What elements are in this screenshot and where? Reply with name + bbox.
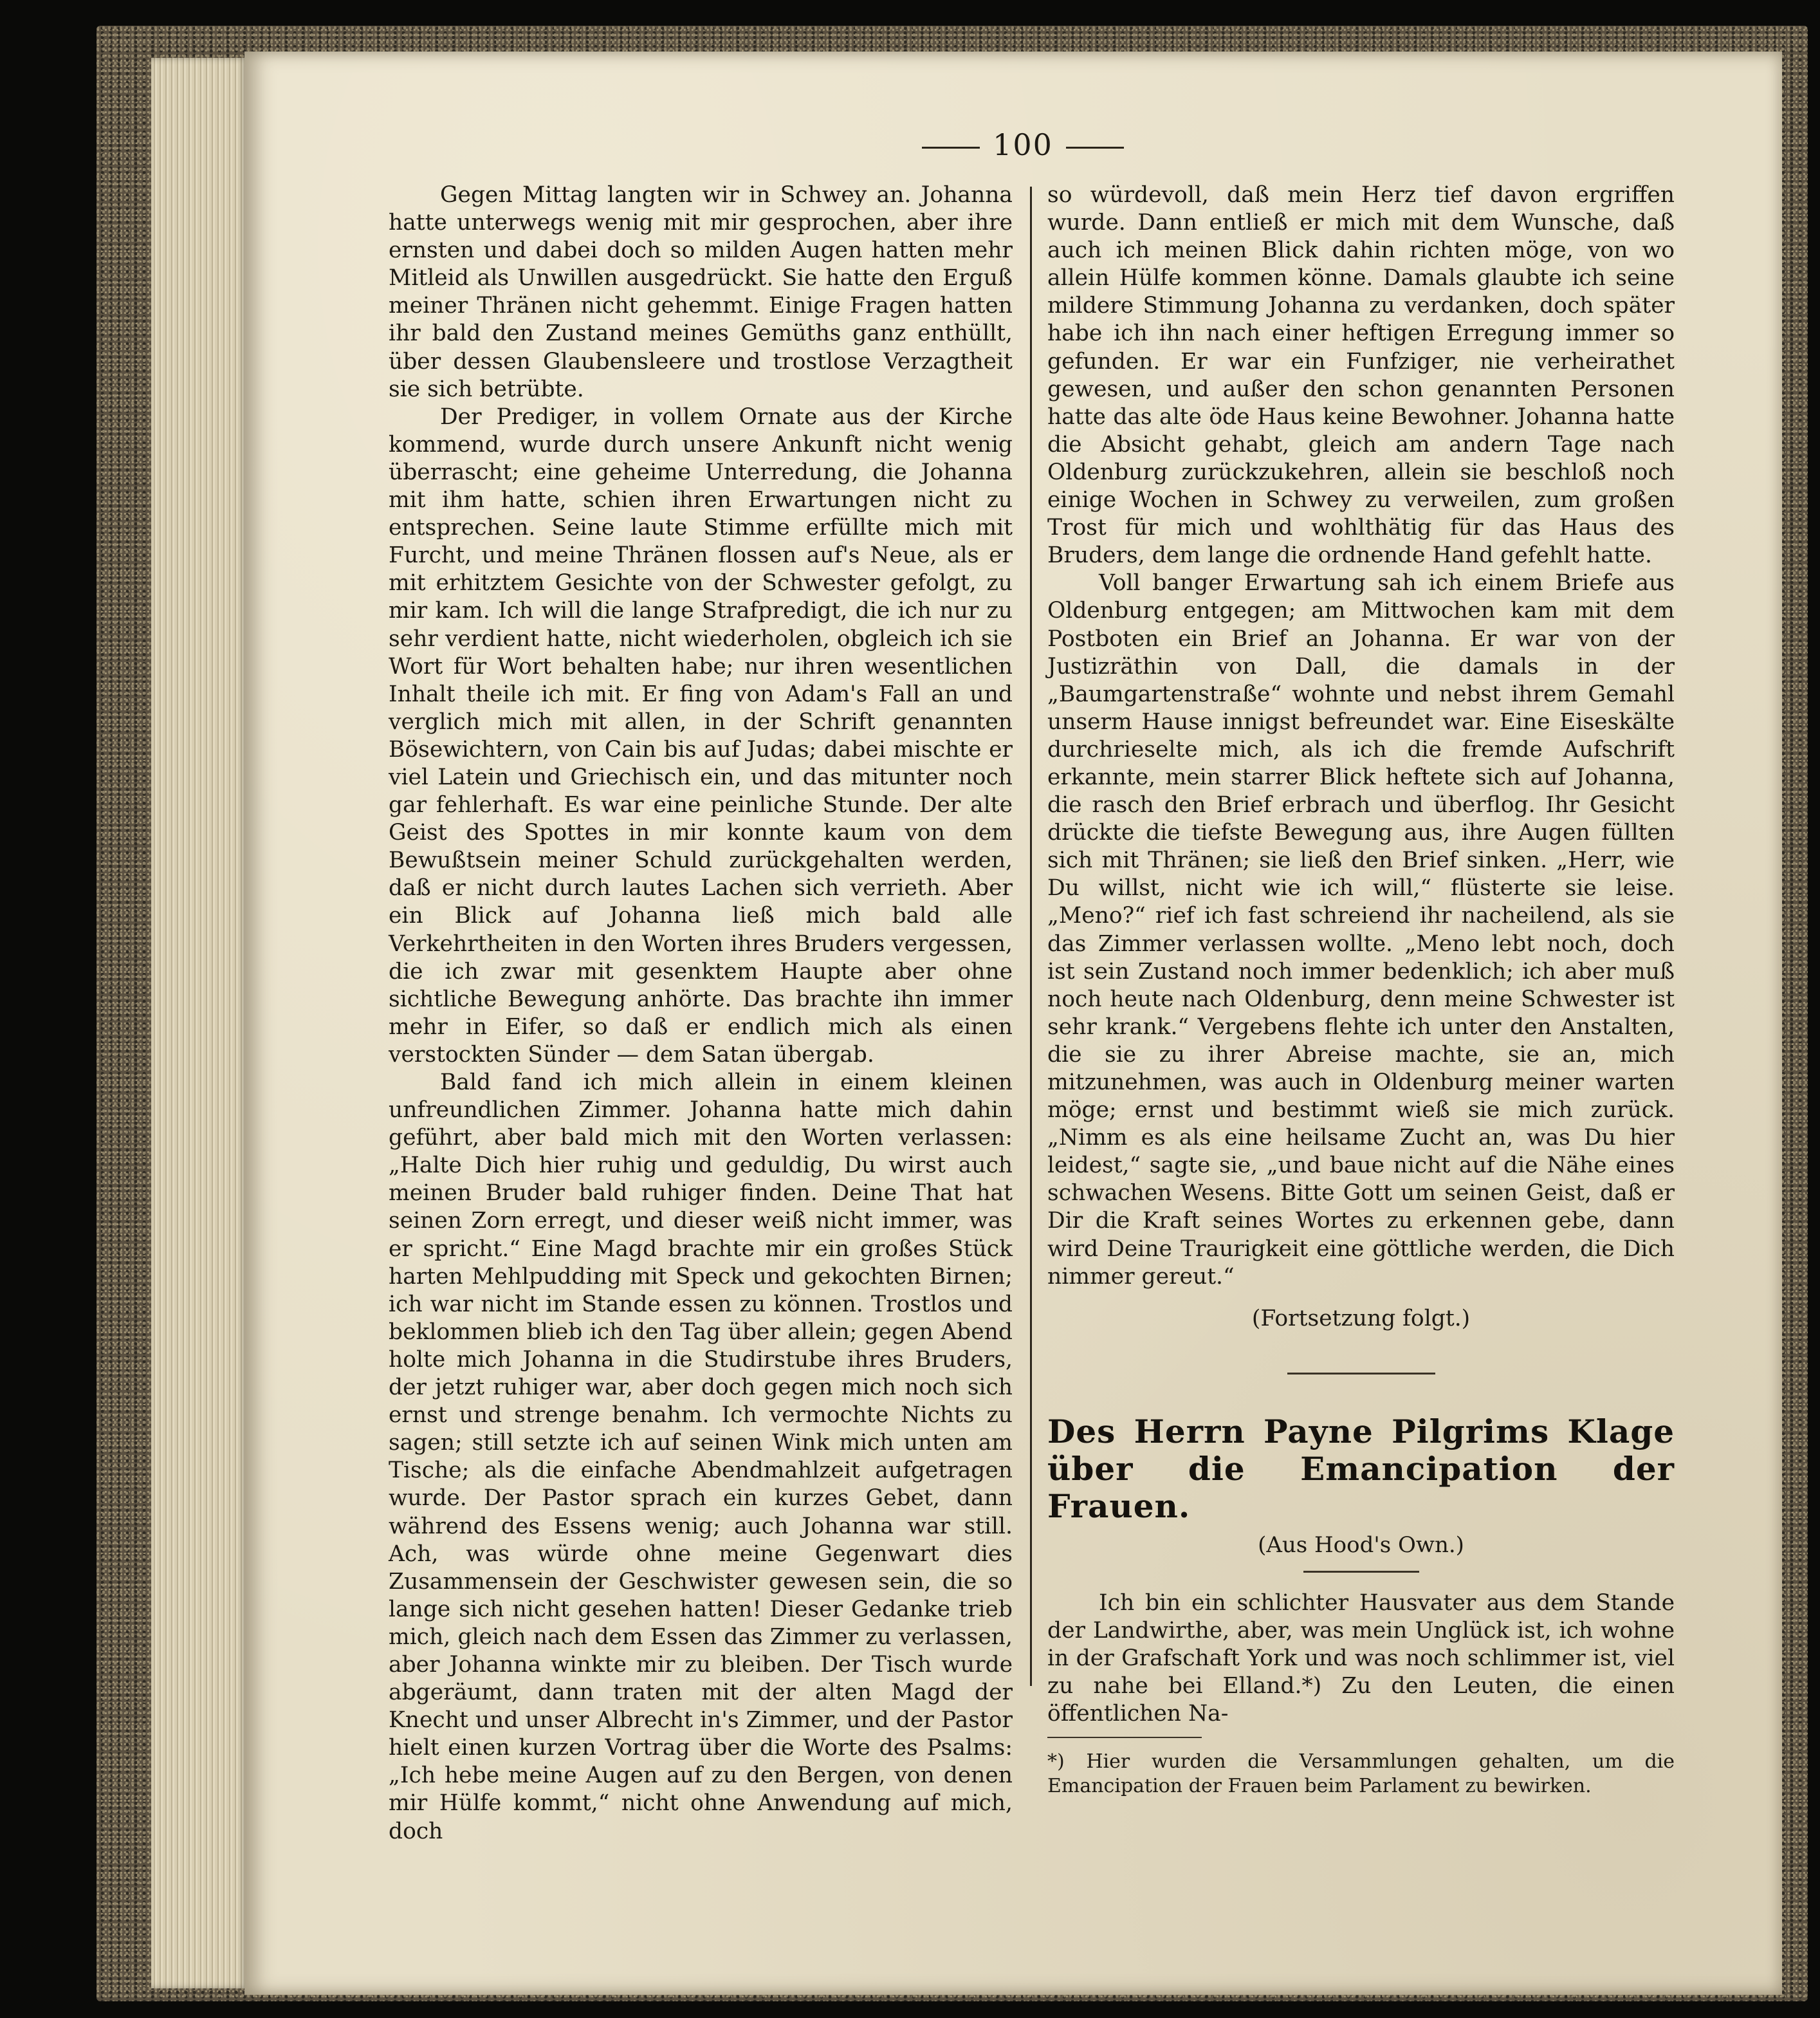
right-paragraph-1: so würdevoll, daß mein Herz tief davon ergriffen wurde. Dann entließ er mich mit dem Wunsche, daß auch ich meinen Blick dahin richten möge, von wo allein Hülfe kommen könne. Damals glaubte ich seine mildere Stimmung Johanna zu verdanken, doch später habe ich ihn nach einer heftigen Erregung immer so gefunden. Er war ein Funfziger, nie verheirathet gewesen, und außer den schon genannten Personen hatte das alte öde Haus keine Bewohner. Johanna hatte die Absicht gehabt, gleich am andern Tage nach Oldenburg zurückzukehren, allein sie beschloß noch einige Wochen in Schwey zu verweilen, zum großen Trost für mich und wohlthätig für das Haus des Bruders, dem lange die ordnende Hand gefehlt hatte.: [1047, 182, 1675, 569]
footnote: *) Hier wurden die Versammlungen gehalten, um die Emancipation der Frauen beim Parlament zu bewirken.: [1047, 1750, 1675, 1798]
left-paragraph-2: Der Prediger, in vollem Ornate aus der Kirche kommend, wurde durch unsere Ankunft nicht wenig überrascht; eine geheime Unterredung, die Johanna mit ihm hatte, schien ihren Erwartungen nicht zu entsprechen. Seine laute Stimme erfüllte mich mit Furcht, und meine Thränen flossen auf's Neue, als er mit erhitztem Gesichte von der Schwester gefolgt, zu mir kam. Ich will die lange Strafpredigt, die ich nur zu sehr verdient hatte, nicht wiederholen, obgleich ich sie Wort für Wort behalten habe; nur ihren wesentlichen Inhalt theile ich mit. Er fing von Adam's Fall an und verglich mich mit allen, in der Schrift genannten Bösewichtern, von Cain bis auf Judas; dabei mischte er viel Latein und Griechisch ein, und das mitunter noch gar fehlerhaft. Es war eine peinliche Stunde. Der alte Geist des Spottes in mir konnte kaum von dem Bewußtsein meiner Schuld zurückgehalten werden, daß er nicht durch lautes Lachen sich verrieth. Aber ein Blick auf Johanna ließ mich bald alle Verkehrtheiten in den Worten ihres Bruders vergessen, die ich zwar mit gesenktem Haupte aber ohne sichtliche Bewegung anhörte. Das brachte ihn immer mehr in Eifer, so daß er endlich mich als einen verstockten Sünder — dem Satan übergab.: [389, 403, 1013, 1068]
article-source: (Aus Hood's Own.): [1258, 1532, 1464, 1558]
left-column: [389, 181, 1013, 1846]
header-dash-left: [922, 147, 980, 149]
page-edges: [151, 58, 248, 1988]
left-paragraph-1: Gegen Mittag langten wir in Schwey an. Johanna hatte unterwegs wenig mit mir gesprochen, aber ihre ernsten und dabei doch so milden Augen hatten mehr Mitleid als Unwillen ausgedrückt. Sie hatte den Erguß meiner Thränen nicht gehemmt. Einige Fragen hatten ihr bald den Zustand meines Gemüths ganz enthüllt, über dessen Glaubensleere und trostlose Verzagtheit sie sich betrübte.: [389, 182, 1013, 402]
continuation-note: (Fortsetzung folgt.): [1251, 1305, 1471, 1331]
article-title-line-1: Des Herrn Payne Pilgrims Klage: [1047, 1412, 1675, 1450]
column-divider: [1030, 187, 1032, 1686]
page-number: 100: [993, 127, 1053, 162]
header-dash-right: [1066, 147, 1124, 149]
page-number-header: [894, 127, 1152, 162]
left-paragraph-3: Bald fand ich mich allein in einem kleinen unfreundlichen Zimmer. Johanna hatte mich dahin geführt, aber bald mich mit den Worten verlassen: „Halte Dich hier ruhig und geduldig, Du wirst auch meinen Bruder bald ruhiger finden. Deine That hat seinen Zorn erregt, und dieser weiß nicht immer, was er spricht.“ Eine Magd brachte mir ein großes Stück harten Mehlpudding mit Speck und gekochten Birnen; ich war nicht im Stande essen zu können. Trostlos und beklommen blieb ich den Tag über allein; gegen Abend holte mich Johanna in die Studirstube ihres Bruders, der jetzt ruhiger war, aber doch gegen mich noch sich ernst und strenge benahm. Ich vermochte Nichts zu sagen; still setzte ich auf seinen Wink mich unten am Tische; als die einfache Abendmahlzeit aufgetragen wurde. Der Pastor sprach ein kurzes Gebet, dann während des Essens wenig; auch Johanna war still. Ach, was würde ohne meine Gegenwart dies Zusammensein der Geschwister gewesen sein, die so lange sich nicht gesehen hatten! Dieser Gedanke trieb mich, gleich nach dem Essen das Zimmer zu verlassen, aber Johanna winkte mir zu bleiben. Der Tisch wurde abgeräumt, dann traten mit der alten Magd der Knecht und unser Albrecht in's Zimmer, und der Pastor hielt einen kurzen Vortrag über die Worte des Psalms: „Ich hebe meine Augen auf zu den Bergen, von denen mir Hülfe kommt,“ nicht ohne Anwendung auf mich, doch: [389, 1069, 1013, 1844]
article-body: Ich bin ein schlichter Hausvater aus dem Stande der Landwirthe, aber, was mein Unglück ist, ich wohne in der Grafschaft York und was noch schlimmer ist, viel zu nahe bei Elland.*) Zu den Leuten, die einen öffentlichen Na-: [1047, 1589, 1675, 1727]
right-paragraph-2: Voll banger Erwartung sah ich einem Briefe aus Oldenburg entgegen; am Mittwochen kam mit dem Postboten ein Brief an Johanna. Er war von der Justizräthin von Dall, die damals in der „Baumgartenstraße“ wohnte und nebst ihrem Gemahl unserm Hause innigst befreundet war. Eine Eiseskälte durchrieselte mich, als ich die fremde Aufschrift erkannte, mein starrer Blick heftete sich auf Johanna, die rasch den Brief erbrach und überflog. Ihr Gesicht drückte die tiefste Bewegung aus, ihre Augen füllten sich mit Thränen; sie ließ den Brief sinken. „Herr, wie Du willst, nicht wie ich will,“ flüsterte sie leise. „Meno?“ rief ich fast schreiend ihr nacheilend, als sie das Zimmer verlassen wollte. „Meno lebt noch, doch ist sein Zustand noch immer bedenklich; ich aber muß noch heute nach Oldenburg, denn meine Schwester ist sehr krank.“ Vergebens flehte ich unter den Anstalten, die sie zu ihrer Abreise machte, sie an, mich mitzunehmen, was auch in Oldenburg meiner warten möge; ernst und bestimmt wieß sie mich zurück. „Nimm es als eine heilsame Zucht an, was Du hier leidest,“ sagte sie, „und baue nicht auf die Nähe eines schwachen Wesens. Bitte Gott um seinen Geist, daß er Dir die Kraft seines Wortes zu erkennen gebe, dann wird Deine Traurigkeit eine göttliche werden, die Dich nimmer gereut.“: [1047, 570, 1675, 1290]
article-title-line-2: über die Emancipation der Frauen.: [1047, 1449, 1675, 1525]
right-column: [1047, 181, 1675, 1799]
footnote-separator: [1047, 1737, 1202, 1738]
